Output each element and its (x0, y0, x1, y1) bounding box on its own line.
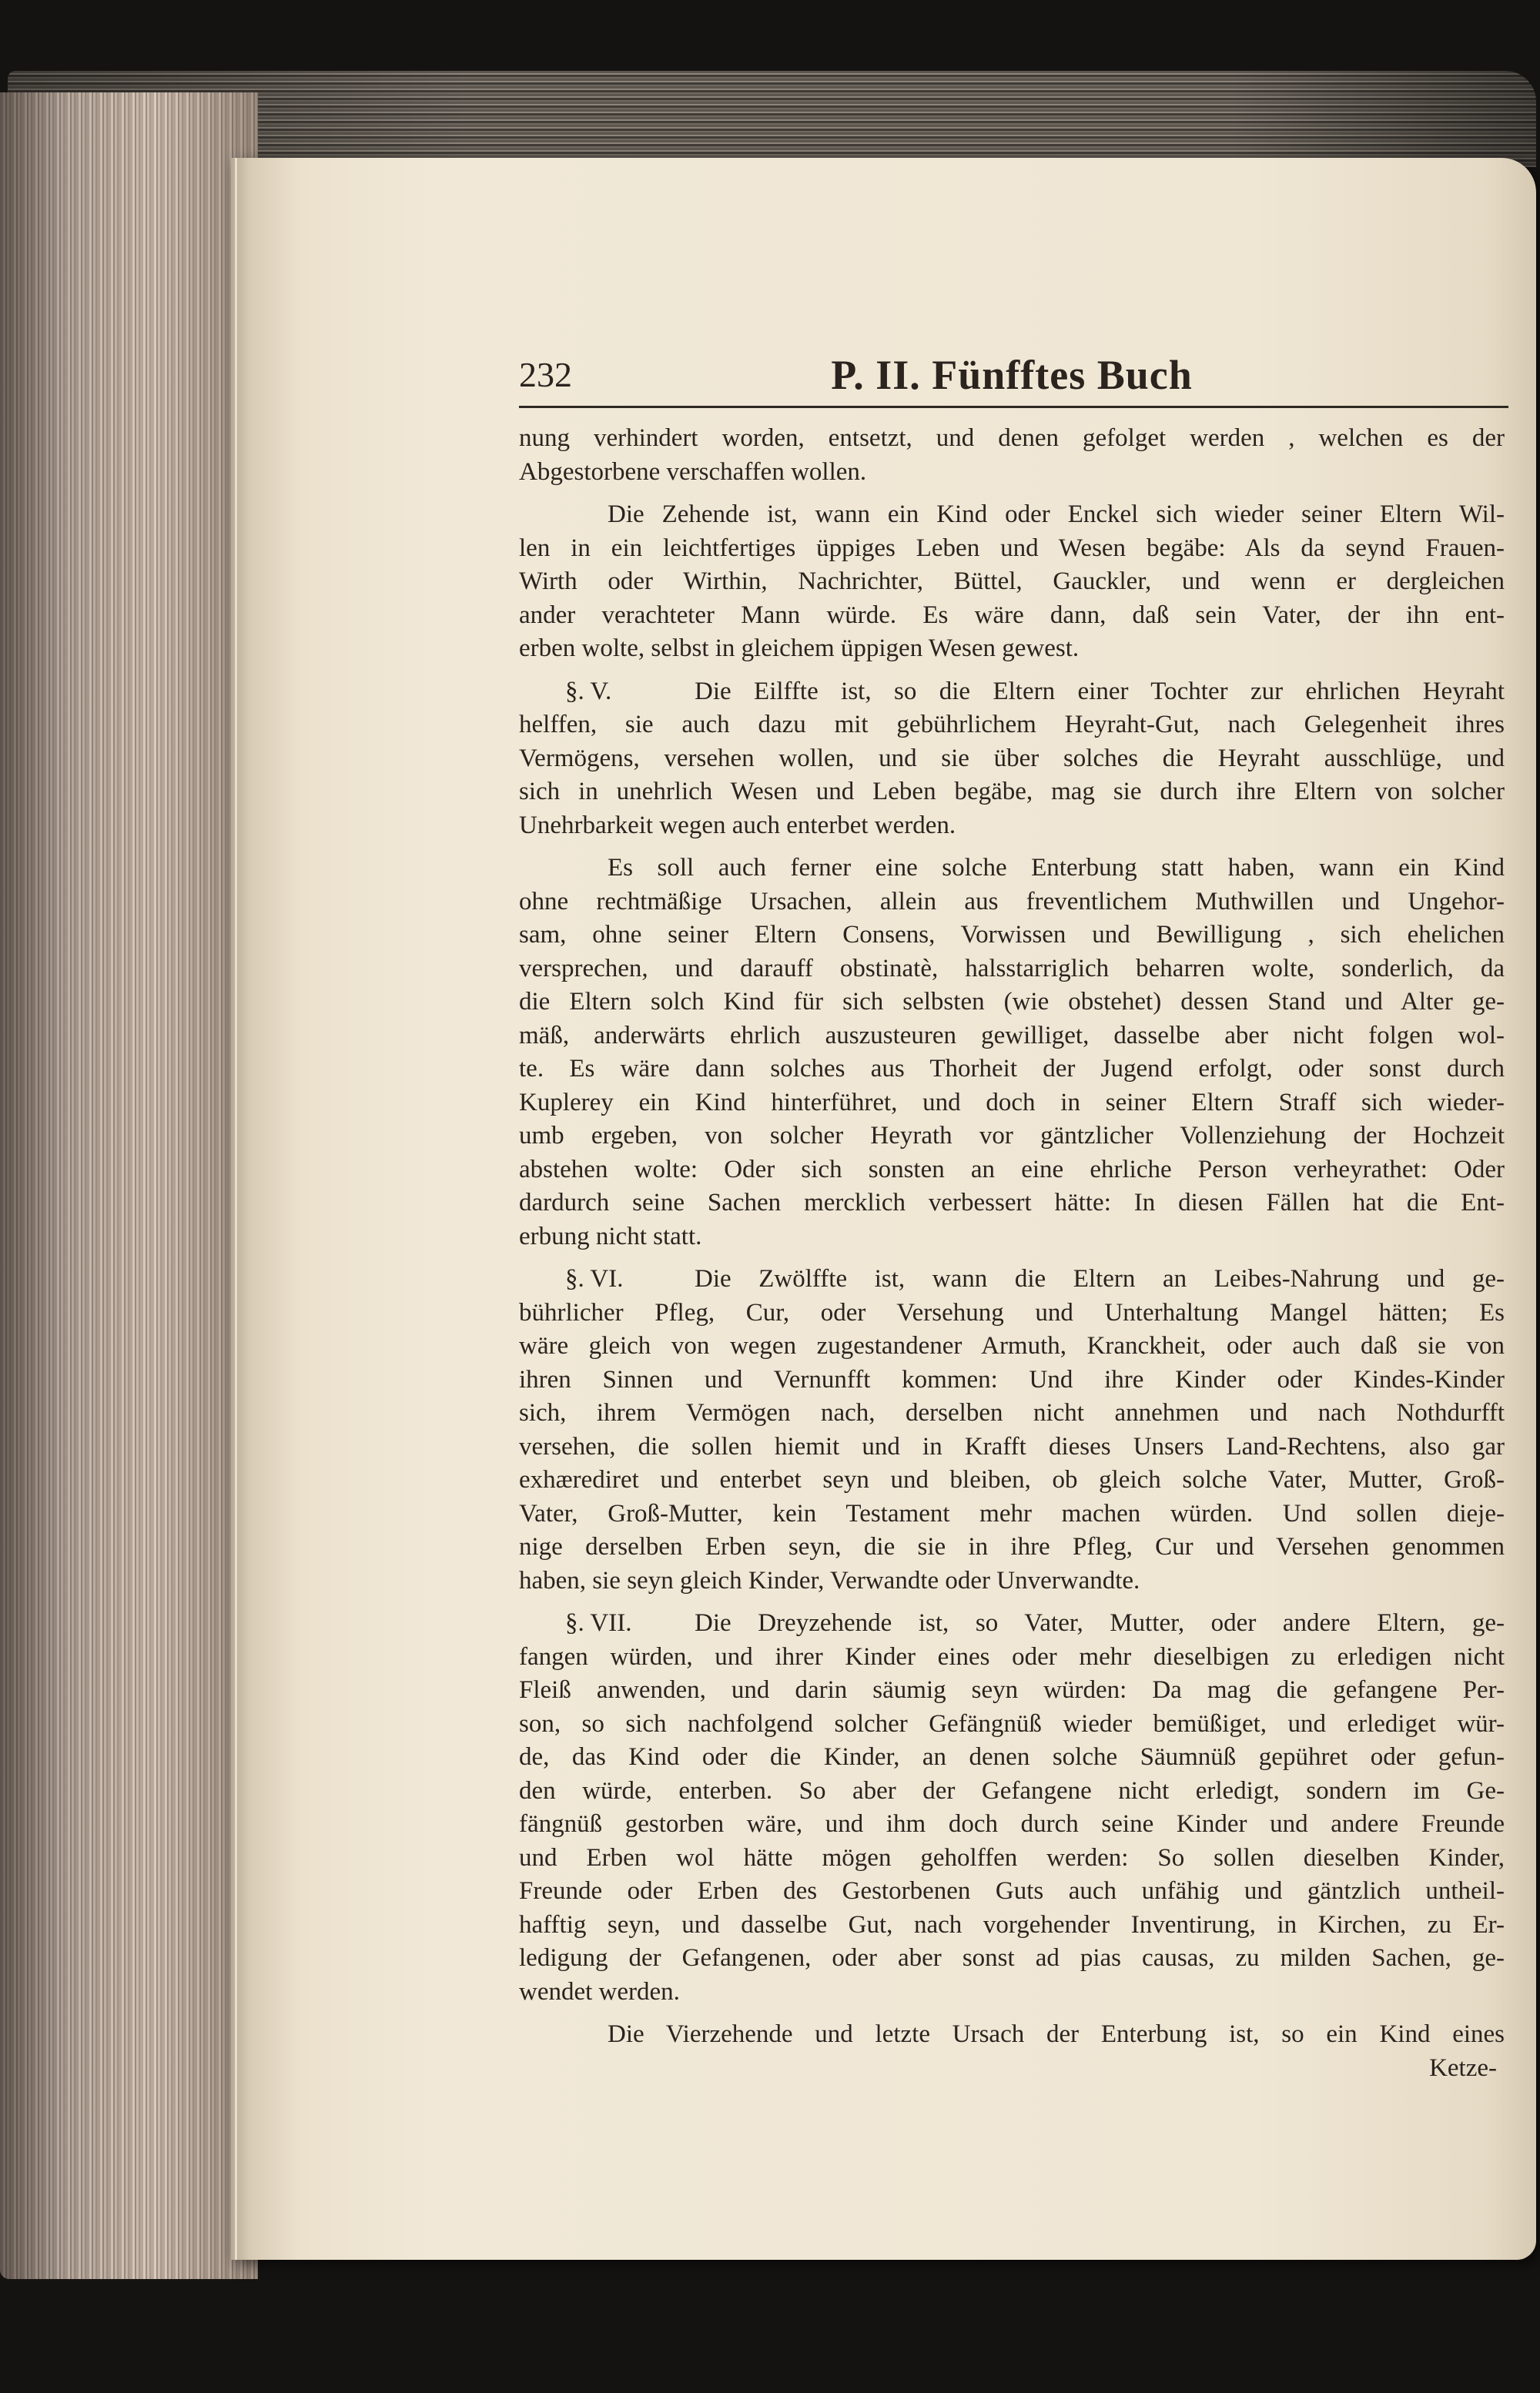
text-line: dardurch seine Sachen mercklich verbessert hätte: In diesen Fällen hat die Ent- (519, 1189, 1505, 1217)
running-head: P. II. Fünfftes Buch (831, 352, 1193, 398)
running-header (519, 350, 1505, 400)
text-line: nige derselben Erben seyn, die sie in ihre Pfleg, Cur und Versehen genommen (519, 1533, 1505, 1561)
text-line: Abgestorbene verschaffen wollen. (519, 457, 867, 486)
text-line: son, so sich nachfolgend solcher Gefängnüß wieder bemüßiget, und erlediget wür- (519, 1709, 1505, 1738)
text-line: hafftig seyn, und dasselbe Gut, nach vorgehender Inventirung, in Kirchen, zu Er- (519, 1910, 1505, 1939)
paragraph (519, 422, 1505, 489)
text-line: fängnüß gestorben wäre, und ihm doch durch seine Kinder und andere Freunde (519, 1810, 1505, 1838)
text-line-body: Die Dreyzehende ist, so Vater, Mutter, oder andere Eltern, ge- (695, 1609, 1505, 1637)
text-line: Fleiß anwenden, und darin säumig seyn würden: Da mag die gefangene Per- (519, 1676, 1505, 1704)
header-rule (519, 406, 1508, 408)
text-line: und Erben wol hätte mögen geholffen werden: So sollen dieselben Kinder, (519, 1843, 1505, 1872)
text-line: Freunde oder Erben des Gestorbenen Guts auch unfähig und gäntzlich untheil- (519, 1877, 1505, 1905)
text-line (519, 1607, 1505, 1641)
gutter-shadow (235, 158, 237, 2260)
text-line: ohne rechtmäßige Ursachen, allein aus freventlichem Muthwillen und Ungehor- (519, 887, 1505, 915)
text-line: ihren Sinnen und Vernunfft kommen: Und ihre Kinder oder Kindes-Kinder (519, 1365, 1505, 1394)
text-block (519, 350, 1505, 2082)
text-line: te. Es wäre dann solches aus Thorheit der Jugend erfolgt, oder sonst durch (519, 1055, 1505, 1083)
section-marker: §. V. (565, 677, 612, 705)
text-line: exhærediret und enterbet seyn und bleiben, ob gleich solche Vater, Mutter, Groß- (519, 1466, 1505, 1494)
text-line: umb ergeben, von solcher Heyrath vor gäntzlicher Vollenziehung der Hochzeit (519, 1122, 1505, 1150)
paragraph (519, 852, 1505, 1253)
paragraph (519, 498, 1505, 666)
catchword: Ketze- (1429, 2053, 1497, 2082)
text-line: fangen würden, und ihrer Kinder eines oder mehr dieselbigen zu erledigen nicht (519, 1642, 1505, 1671)
text-line: sam, ohne seiner Eltern Consens, Vorwissen und Bewilligung , sich ehelichen (519, 921, 1505, 949)
text-line: versehen, die sollen hiemit und in Krafft dieses Unsers Land-Rechtens, also gar (519, 1432, 1505, 1461)
text-line: sich, ihrem Vermögen nach, derselben nicht annehmen und nach Nothdurfft (519, 1399, 1505, 1427)
text-line: Es soll auch ferner eine solche Enterbung statt haben, wann ein Kind (608, 854, 1505, 882)
section-paragraph (519, 1263, 1505, 1598)
text-line: bührlicher Pfleg, Cur, oder Versehung und Unterhaltung Mangel hätten; Es (519, 1298, 1505, 1327)
text-line: Kuplerey ein Kind hinterführet, und doch in seiner Eltern Straff sich wieder- (519, 1088, 1505, 1116)
section-paragraph (519, 675, 1505, 843)
text-line: Vermögens, versehen wollen, und sie über solches die Heyraht ausschlüge, und (519, 744, 1505, 772)
text-line: versprechen, und darauff obstinatè, halsstarriglich beharren wolte, sonderlich, da (519, 954, 1505, 982)
text-line: ander verachteter Mann würde. Es wäre dann, daß sein Vater, der ihn ent- (519, 601, 1505, 629)
text-line: helffen, sie auch dazu mit gebührlichem Heyraht-Gut, nach Gelegenheit ihres (519, 711, 1505, 738)
text-line: erben wolte, selbst in gleichem üppigen Wesen gewest. (519, 634, 1080, 662)
text-line: ledigung der Gefangenen, oder aber sonst ad pias causas, zu milden Sachen, ge- (519, 1944, 1505, 1972)
text-line: len in ein leichtfertiges üppiges Leben und Wesen begäbe: Als da seynd Frauen- (519, 534, 1505, 562)
text-line (519, 1263, 1505, 1297)
text-line: sich in unehrlich Wesen und Leben begäbe, mag sie durch ihre Eltern von solcher (519, 778, 1505, 805)
text-line: abstehen wolte: Oder sich sonsten an eine ehrliche Person verheyrathet: Oder (519, 1155, 1505, 1183)
text-line: Wirth oder Wirthin, Nachrichter, Büttel, Gauckler, und wenn er dergleichen (519, 567, 1505, 595)
text-line: nung verhindert worden, entsetzt, und denen gefolget werden , welchen es der (519, 424, 1505, 452)
text-line-body: Die Zwölffte ist, wann die Eltern an Leibes-Nahrung und ge- (695, 1265, 1505, 1293)
body-text (519, 422, 1505, 2085)
text-line: wendet werden. (519, 1977, 680, 2006)
section-marker: §. VII. (565, 1609, 632, 1637)
text-line: Die Zehende ist, wann ein Kind oder Enckel sich wieder seiner Eltern Wil- (608, 500, 1505, 528)
page-edges (0, 92, 258, 2279)
text-line: haben, sie seyn gleich Kinder, Verwandte oder Unverwandte. (519, 1566, 1140, 1595)
text-line: den würde, enterben. So aber der Gefangene nicht erledigt, sondern im Ge- (519, 1776, 1505, 1805)
paragraph (519, 2018, 1505, 2052)
text-line: Die Vierzehende und letzte Ursach der Enterbung ist, so ein Kind eines (608, 2020, 1505, 2048)
section-paragraph (519, 1607, 1505, 2009)
text-line-body: Die Eilffte ist, so die Eltern einer Tochter zur ehrlichen Heyraht (695, 677, 1505, 705)
page-number: 232 (519, 355, 572, 394)
section-marker: §. VI. (565, 1265, 624, 1293)
text-line: wäre gleich von wegen zugestandener Armuth, Kranckheit, oder auch daß sie von (519, 1332, 1505, 1360)
text-line (519, 675, 1505, 709)
text-line: erbung nicht statt. (519, 1222, 702, 1250)
text-line: die Eltern solch Kind für sich selbsten (wie obstehet) dessen Stand und Alter ge- (519, 988, 1505, 1016)
text-line: Vater, Groß-Mutter, kein Testament mehr machen würden. Und sollen dieje- (519, 1499, 1505, 1528)
text-line: Unehrbarkeit wegen auch enterbet werden. (519, 811, 956, 839)
text-line: de, das Kind oder die Kinder, an denen solche Säumnüß gepühret oder gefun- (519, 1743, 1505, 1771)
text-line: mäß, anderwärts ehrlich auszusteuren gewilliget, dasselbe aber nicht folgen wol- (519, 1021, 1505, 1049)
